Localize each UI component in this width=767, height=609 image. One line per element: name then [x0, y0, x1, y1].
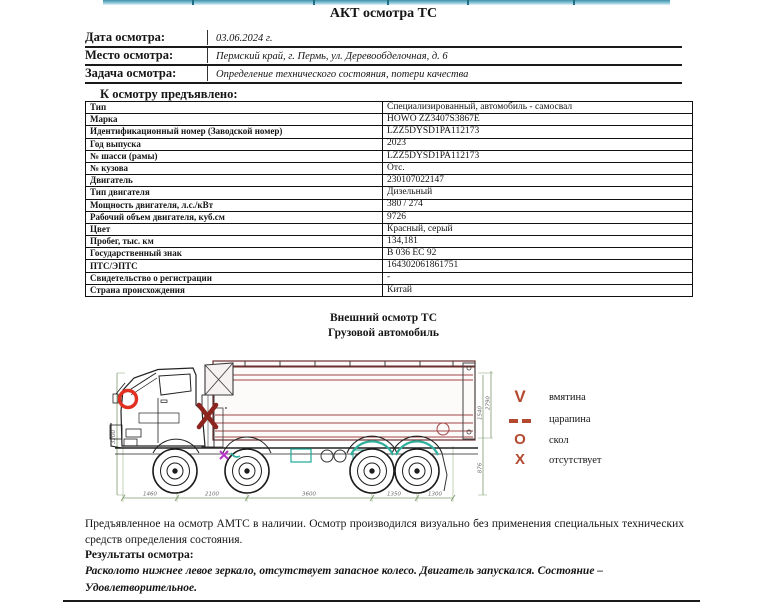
- field-value: Пермский край, г. Пермь, ул. Деревообделочная, д. 6: [207, 48, 682, 63]
- row-value: Дизельный: [383, 187, 693, 199]
- row-label: Год выпуска: [86, 138, 383, 150]
- table-row: [86, 272, 693, 284]
- legend-label: царапина: [549, 413, 591, 425]
- row-label: № шасси (рамы): [86, 150, 383, 162]
- vehicle-type-subtitle: Грузовой автомобиль: [327, 327, 440, 339]
- table-row: [86, 284, 693, 296]
- row-label: Мощность двигателя, л.с./кВт: [86, 199, 383, 211]
- field-value: Определение технического состояния, потери качества: [207, 66, 682, 81]
- inspection-statement: Предъявленное на осмотр АМТС в наличии. Осмотр производился визуально без применения специальных технических средств определения состояния.: [85, 518, 684, 547]
- legend-label: отсутствует: [549, 454, 602, 466]
- svg-text:1540: 1540: [477, 406, 484, 420]
- legend-label: скол: [549, 434, 569, 446]
- vehicle-data-table: [85, 101, 693, 297]
- field-label: Задача осмотра:: [85, 66, 177, 80]
- field-inspection-task: [85, 66, 682, 84]
- field-label: Место осмотра:: [85, 48, 174, 62]
- table-row: [86, 260, 693, 272]
- table-row: [86, 175, 693, 187]
- row-value: Китай: [383, 284, 693, 296]
- row-label: Тип двигателя: [86, 187, 383, 199]
- truck-drawing-svg: [95, 353, 505, 513]
- row-label: Цвет: [86, 223, 383, 235]
- top-edge-divider: [313, 0, 315, 5]
- table-row: [86, 162, 693, 174]
- row-label: № кузова: [86, 162, 383, 174]
- legend-item-chip: [503, 432, 673, 448]
- inspection-table-heading: К осмотру предъявлено:: [100, 87, 238, 101]
- row-value: 9726: [383, 211, 693, 223]
- svg-text:1350: 1350: [387, 491, 401, 498]
- missing-symbol-icon: X: [514, 451, 525, 468]
- table-row: [86, 223, 693, 235]
- top-table-edge: [103, 0, 670, 5]
- row-label: Двигатель: [86, 175, 383, 187]
- row-value: -: [383, 272, 693, 284]
- top-edge-divider: [573, 0, 575, 5]
- svg-text:3600: 3600: [302, 491, 316, 498]
- row-label: Свидетельство о регистрации: [86, 272, 383, 284]
- table-row: [86, 102, 693, 114]
- truck-diagram: [95, 353, 505, 513]
- document-title: АКТ осмотра ТС: [329, 6, 438, 21]
- bottom-dimension-line: [121, 495, 455, 501]
- wheels: [153, 449, 439, 493]
- field-value: 03.06.2024 г.: [207, 30, 682, 45]
- row-value: 134,181: [383, 236, 693, 248]
- row-label: ПТС/ЭПТС: [86, 260, 383, 272]
- chip-symbol-icon: O: [514, 431, 526, 448]
- table-row: [86, 126, 693, 138]
- row-value: Отс.: [383, 162, 693, 174]
- svg-text:2790: 2790: [485, 396, 492, 410]
- bottom-rule: [63, 600, 700, 602]
- damage-legend: [503, 388, 673, 472]
- table-row: [86, 248, 693, 260]
- row-value: LZZ5DYSD1PA112173: [383, 126, 693, 138]
- header-fields: [85, 30, 682, 84]
- legend-item-missing: [503, 452, 673, 468]
- row-value: HOWO ZZ3407S3867E: [383, 114, 693, 126]
- row-value: 164302061861751: [383, 260, 693, 272]
- inspection-mark-purple: [220, 451, 228, 459]
- row-value: 230107022147: [383, 175, 693, 187]
- row-value: 380 / 274: [383, 199, 693, 211]
- row-label: Страна происхождения: [86, 284, 383, 296]
- row-value: Специализированный, автомобиль - самосвал: [383, 102, 693, 114]
- top-edge-divider: [192, 0, 194, 5]
- svg-text:876: 876: [477, 462, 484, 474]
- table-row: [86, 199, 693, 211]
- row-label: Рабочий объем двигателя, куб.см: [86, 211, 383, 223]
- row-value: Красный, серый: [383, 223, 693, 235]
- table-row: [86, 138, 693, 150]
- visual-inspection-title: Внешний осмотр ТС: [329, 312, 438, 324]
- row-label: Пробег, тыс. км: [86, 236, 383, 248]
- svg-text:1300: 1300: [428, 491, 442, 498]
- row-value: 2023: [383, 138, 693, 150]
- dent-symbol-icon: V: [514, 387, 526, 406]
- row-label: Государственный знак: [86, 248, 383, 260]
- field-inspection-date: [85, 30, 682, 48]
- svg-text:2100: 2100: [205, 491, 219, 498]
- table-row: [86, 236, 693, 248]
- svg-text:3200: 3200: [111, 430, 117, 444]
- row-label: Тип: [86, 102, 383, 114]
- dump-bed: [213, 361, 475, 440]
- top-edge-divider: [387, 0, 389, 5]
- svg-text:1460: 1460: [143, 491, 157, 498]
- field-label: Дата осмотра:: [85, 30, 166, 44]
- table-row: [86, 187, 693, 199]
- legend-item-dent: [503, 388, 673, 406]
- results-text: Расколото нижнее левое зеркало, отсутствует запасное колесо. Двигатель запускался. Состояние – Удовлетворительное.: [85, 565, 604, 595]
- table-row: [86, 150, 693, 162]
- row-value: В 036 ЕС 92: [383, 248, 693, 260]
- row-label: Идентификационный номер (Заводской номер): [86, 126, 383, 138]
- row-label: Марка: [86, 114, 383, 126]
- legend-label: вмятина: [549, 391, 586, 403]
- legend-item-scratch: [503, 410, 673, 428]
- table-row: [86, 211, 693, 223]
- field-inspection-place: [85, 48, 682, 66]
- table-row: [86, 114, 693, 126]
- scratch-symbol-icon: [503, 410, 537, 428]
- top-edge-divider: [467, 0, 469, 5]
- row-value: LZZ5DYSD1PA112173: [383, 150, 693, 162]
- results-heading: Результаты осмотра:: [85, 549, 194, 561]
